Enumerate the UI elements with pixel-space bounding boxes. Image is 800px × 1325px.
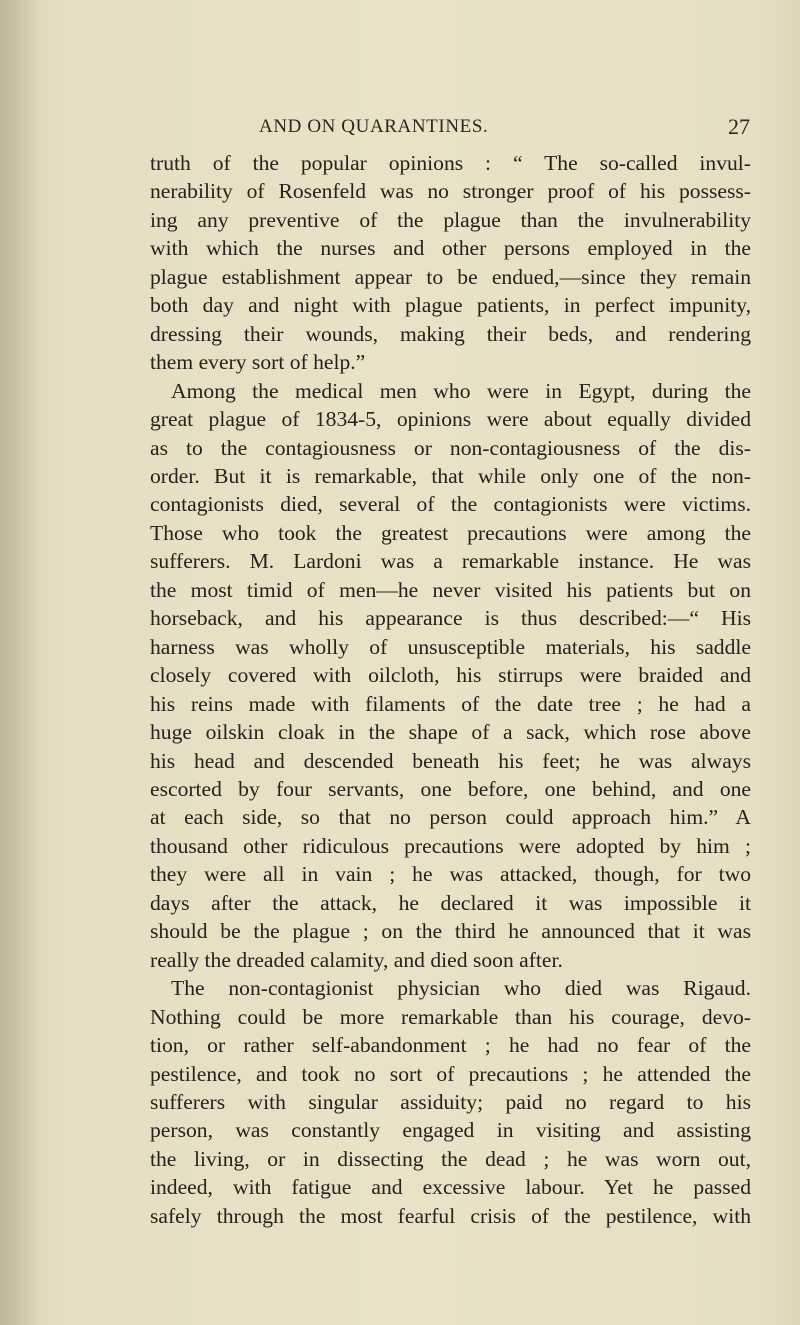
text-line: The non-contagionist physician who died was Rigaud. (171, 976, 751, 1001)
text-line: pestilence, and took no sort of precautions ; he attended the (150, 1061, 751, 1086)
body-text (150, 149, 751, 1230)
text-line: horseback, and his appearance is thus described:—“ His (150, 606, 751, 631)
text-line: escorted by four servants, one before, one behind, and one (150, 776, 751, 801)
text-line: really the dreaded calamity, and died soon after. (150, 947, 563, 972)
text-line: harness was wholly of unsusceptible materials, his saddle (150, 634, 751, 659)
text-line: sufferers with singular assiduity; paid no regard to his (150, 1089, 751, 1114)
page-binding-shadow (0, 0, 40, 1325)
text-line: Those who took the greatest precautions were among the (150, 520, 751, 545)
text-line: the most timid of men—he never visited his patients but on (150, 577, 751, 602)
text-line: as to the contagiousness or non-contagiousness of the dis- (150, 435, 751, 460)
running-head: AND ON QUARANTINES. (259, 116, 489, 137)
text-line: plague establishment appear to be endued,—since they remain (150, 264, 751, 289)
text-line: they were all in vain ; he was attacked, though, for two (150, 862, 751, 887)
text-line: Among the medical men who were in Egypt, during the (171, 378, 751, 403)
text-line: indeed, with fatigue and excessive labour. Yet he passed (150, 1175, 751, 1200)
text-line: with which the nurses and other persons employed in the (150, 236, 751, 261)
text-line: Nothing could be more remarkable than his courage, devo- (150, 1004, 751, 1029)
text-line: should be the plague ; on the third he announced that it was (150, 919, 751, 944)
text-line: great plague of 1834-5, opinions were about equally divided (150, 407, 751, 432)
text-line: safely through the most fearful crisis of the pestilence, with (150, 1203, 751, 1228)
text-line: sufferers. M. Lardoni was a remarkable instance. He was (150, 549, 751, 574)
text-line: nerability of Rosenfeld was no stronger proof of his possess- (150, 179, 751, 204)
text-line: days after the attack, he declared it was impossible it (150, 890, 751, 915)
text-line: contagionists died, several of the contagionists were victims. (150, 492, 751, 517)
text-line: both day and night with plague patients, in perfect impunity, (150, 293, 751, 318)
text-line: his reins made with filaments of the date tree ; he had a (150, 691, 751, 716)
text-line: his head and descended beneath his feet; he was always (150, 748, 751, 773)
text-line: thousand other ridiculous precautions were adopted by him ; (150, 833, 751, 858)
text-line: dressing their wounds, making their beds, and rendering (150, 321, 751, 346)
text-line: them every sort of help.” (150, 350, 366, 375)
text-line: truth of the popular opinions : “ The so-called invul- (150, 151, 751, 175)
page-number: 27 (728, 114, 750, 139)
text-line: huge oilskin cloak in the shape of a sack, which rose above (150, 720, 751, 745)
text-line: tion, or rather self-abandonment ; he had no fear of the (150, 1033, 751, 1058)
text-line: ing any preventive of the plague than the invulnerability (150, 207, 751, 232)
text-line: closely covered with oilcloth, his stirrups were braided and (150, 663, 751, 688)
text-line: person, was constantly engaged in visiting and assisting (150, 1118, 751, 1143)
text-line: order. But it is remarkable, that while only one of the non- (150, 463, 751, 488)
text-line: at each side, so that no person could approach him.” A (150, 805, 751, 830)
text-line: the living, or in dissecting the dead ; he was worn out, (150, 1146, 751, 1171)
page-header (150, 116, 750, 146)
